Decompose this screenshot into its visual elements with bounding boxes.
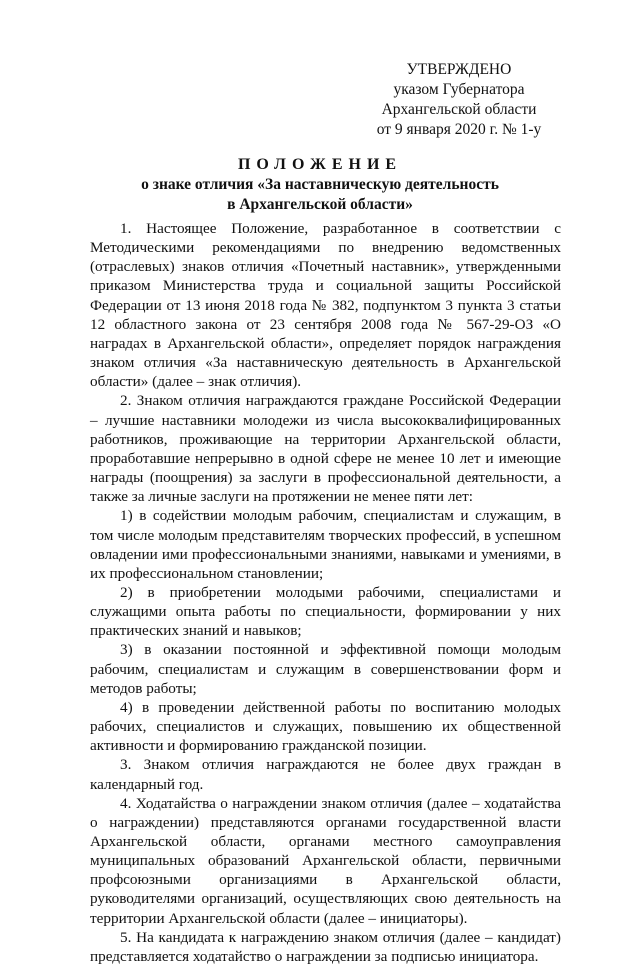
paragraph-5: 5. На кандидата к награждению знаком отличия (далее – кандидат) представляется ходатайство о награждении за подписью инициатора. bbox=[90, 928, 561, 965]
paragraph-2-item-3: 3) в оказании постоянной и эффективной помощи молодым рабочим, специалистам и служащим в совершенствовании форм и методов работы; bbox=[90, 641, 561, 697]
document-title-block bbox=[90, 155, 550, 215]
paragraph-2: 2. Знаком отличия награждаются граждане Российской Федерации – лучшие наставники молодежи из числа высококвалифицированных работников, проживающие на территории Архангельской области, проработавшие непрерывно в одной сфере не менее 10 лет и имеющие награды (поощрения) за заслуги в профессиональной деятельности, а также за личные заслуги на протяжении не менее пяти лет: bbox=[90, 392, 561, 506]
document-subtitle-line-2: в Архангельской области» bbox=[227, 196, 413, 213]
paragraph-2-item-4: 4) в проведении действенной работы по воспитанию молодых рабочих, специалистов и служащих, повышению их общественной активности и формированию гражданской позиции. bbox=[90, 698, 561, 755]
paragraph-1: 1. Настоящее Положение, разработанное в соответствии с Методическими рекомендациями по внедрению ведомственных (отраслевых) знаков отличия «Почетный наставник», утвержденными приказом Министерства труда и социальной защиты Российской Федерации от 13 июня 2018 года № 382, подпунктом 3 пункта 3 статьи 12 областного закона от 23 сентября 2008 года № 567-29-ОЗ «О наградах в Архангельской области», определяет порядок награждения знаком отличия «За наставническую деятельность в Архангельской области» (далее – знак отличия). bbox=[90, 220, 561, 391]
paragraph-4: 4. Ходатайства о награждении знаком отличия (далее – ходатайства о награждении) представляются органами государственной власти Архангельской области, органами местного самоуправления муниципальных образований Архангельской области, первичными профсоюзными организациями в Архангельской области, руководителями организаций, осуществляющих свою деятельность на территории Архангельской области (далее – инициаторы). bbox=[90, 794, 561, 927]
document-subtitle-line-1: о знаке отличия «За наставническую деятельность bbox=[141, 176, 499, 193]
approval-date: от 9 января 2020 г. № 1-у bbox=[376, 121, 542, 138]
approval-stamp bbox=[339, 60, 579, 140]
approval-title: УТВЕРЖДЕНО bbox=[406, 61, 512, 78]
document-title: ПОЛОЖЕНИЕ bbox=[237, 156, 403, 173]
paragraph-2-item-1: 1) в содействии молодым рабочим, специалистам и служащим, в том числе молодым представителям творческих профессий, в успешном овладении ими профессиональными знаниями, навыками и умениями, в их профессиональном становлении; bbox=[90, 507, 561, 582]
approval-region: Архангельской области bbox=[381, 101, 537, 118]
paragraph-2-item-2: 2) в приобретении молодыми рабочими, специалистами и служащими опыта работы по специальности, формировании у них практических знаний и навыков; bbox=[90, 583, 561, 640]
paragraph-3: 3. Знаком отличия награждаются не более двух граждан в календарный год. bbox=[90, 756, 561, 793]
approval-decree: указом Губернатора bbox=[393, 81, 525, 98]
document-body bbox=[90, 219, 561, 966]
